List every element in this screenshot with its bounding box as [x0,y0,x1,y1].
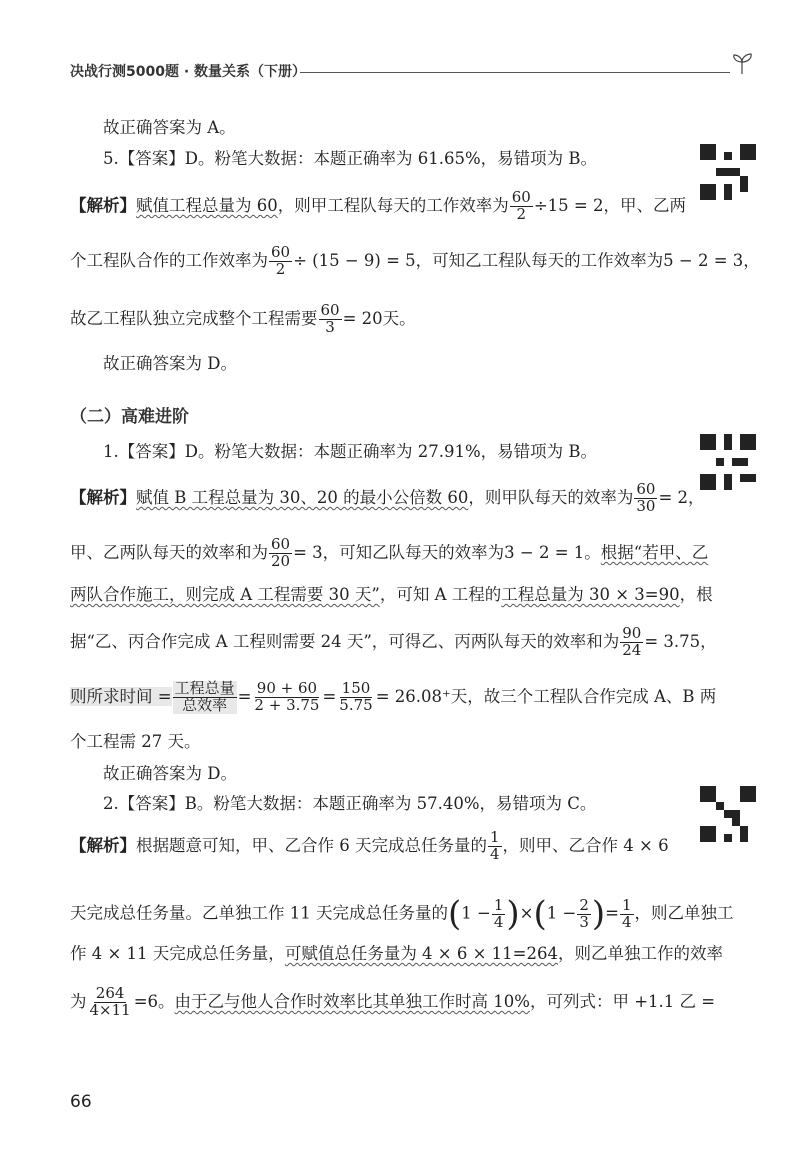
qr-code-icon[interactable] [700,144,756,200]
underlined-text: 赋值 B 工程总量为 30、20 的最小公倍数 60 [136,487,469,507]
fraction: $\frac{2}{3}$ [579,895,589,931]
text-span: ÷ (15 − 9) = 5，可知乙工程队每天的工作效率为5 − 2 = 3， [293,250,760,270]
fraction: $\frac{1}{4}$ [493,895,504,931]
analysis-line-1-5 [70,681,716,714]
paren: ) [591,894,606,934]
underlined-text: 两队合作施工，则完成 A 工程需要 30 天” [70,585,380,604]
text-span: = 26.08⁺天，故三个工程队合作完成 A、B 两 [375,686,717,706]
analysis-line-1-4 [70,626,717,659]
answer-line-5: 5.【答案】D。粉笔大数据：本题正确率为 61.65%，易错项为 B。 [103,149,598,168]
analysis-tag: 【解析】 [70,195,136,215]
text-span: ，可知 A 工程的 [379,585,502,604]
text-span: 据“乙、丙合作完成 A 工程则需要 24 天”，可得乙、丙两队每天的效率和为 [70,631,620,651]
analysis-line-1-1 [70,482,705,515]
analysis-line-5-2 [70,245,760,278]
text-span: 为 [70,991,87,1011]
text-span: ，则甲、乙合作 4 × 6 [502,835,669,855]
answer-line-1: 1.【答案】D。粉笔大数据：本题正确率为 27.91%，易错项为 B。 [103,442,598,461]
text-span: = 2， [658,487,705,507]
text-span: 甲、乙两队每天的效率和为 [70,542,268,562]
analysis-line-5-1 [70,190,686,223]
fraction: $\frac{60}{20}$ [271,535,291,570]
qr-code-icon[interactable] [700,434,756,490]
text-span: = [237,686,252,706]
text-line: 个工程需 27 天。 [70,732,201,751]
text-span: ，可列式：甲 +1.1 乙 = [529,991,716,1011]
text-span: ，则甲工程队每天的工作效率为 [277,195,509,215]
fraction: $\frac{150}{5.75}$ [339,679,373,714]
page-number: 66 [70,1092,92,1112]
sprout-icon [728,50,758,80]
underlined-text: 可赋值总任务量为 4 × 6 × 11=264 [284,944,558,963]
analysis-line-2-3 [70,942,723,966]
fraction: $\frac{60}{2}$ [511,188,531,223]
text-span: 故乙工程队独立完成整个工程需要 [70,308,318,328]
analysis-line-2-4 [70,986,715,1019]
text-span: = 3，可知乙队每天的效率为3 − 2 = 1。 [293,542,601,562]
analysis-line-1-2 [70,537,708,570]
text-span: 个工程队合作的工作效率为 [70,250,268,270]
header-rule [300,72,730,73]
analysis-line-2-1 [70,830,669,863]
fraction: $\frac{\text{工程总量}}{\text{总效率}}$ [174,679,235,714]
answer-line-2: 2.【答案】B。粉笔大数据：本题正确率为 57.40%，易错项为 C。 [103,794,597,813]
analysis-tag: 【解析】 [70,487,136,507]
text-span: 则所求时间 = [70,686,172,706]
fraction: $\frac{60}{3}$ [320,301,340,336]
paren: ) [506,894,520,934]
analysis-line-1-3 [70,583,713,607]
text-span: ÷15 = 2，甲、乙两 [533,195,686,215]
text-span: × [519,903,534,923]
text-span: =6。 [133,991,175,1011]
underlined-text: 根据“若甲、乙 [600,542,709,562]
text-span: = [605,903,619,923]
text-span: = 20天。 [342,308,416,328]
conclusion-line-5: 故正确答案为 D。 [103,354,237,373]
underlined-text: 赋值工程总量为 60 [136,195,278,215]
section-title: （二）高难进阶 [70,407,189,427]
fraction: $\frac{90}{24}$ [622,624,642,659]
analysis-tag: 【解析】 [70,835,136,855]
underlined-text: 工程总量为 30 × 3=90 [501,585,680,604]
conclusion-line-1: 故正确答案为 D。 [103,764,237,783]
text-span: ，根 [679,585,713,604]
text-span: = [322,686,337,706]
text-span: 根据题意可知，甲、乙合作 6 天完成总任务量的 [136,835,487,855]
text-span: 作 4 × 11 天完成总任务量， [70,944,285,963]
analysis-line-5-3 [70,303,416,336]
paren: ( [533,894,547,934]
fraction: $\frac{60}{2}$ [271,243,291,278]
fraction: $\frac{264}{4\times 11}$ [89,984,131,1019]
underlined-text: 由于乙与他人合作时效率比其单独工作时高 10% [174,991,530,1011]
fraction: $\frac{60}{30}$ [636,480,656,515]
page-header-title: 决战行测5000题 · 数量关系（下册） [70,64,307,80]
fraction: $\frac{1}{4}$ [490,828,500,863]
analysis-line-2-2 [70,894,734,934]
text-span: ，则乙单独工作的效率 [558,944,723,963]
text-span: 1 − [546,903,577,923]
qr-code-icon[interactable] [700,786,756,842]
paren: ( [448,894,462,934]
fraction: $\frac{90 + 60}{2 + 3.75}$ [254,679,320,714]
fraction: $\frac{1}{4}$ [621,895,632,931]
text-span: 1 − [461,903,491,923]
text-span: ，则乙单独工 [634,903,734,923]
text-span: = 3.75， [644,631,717,651]
text-span: 天完成总任务量。乙单独工作 11 天完成总任务量的 [70,903,448,923]
text-span: ，则甲队每天的效率为 [468,487,634,507]
text-line: 故正确答案为 A。 [103,118,236,137]
